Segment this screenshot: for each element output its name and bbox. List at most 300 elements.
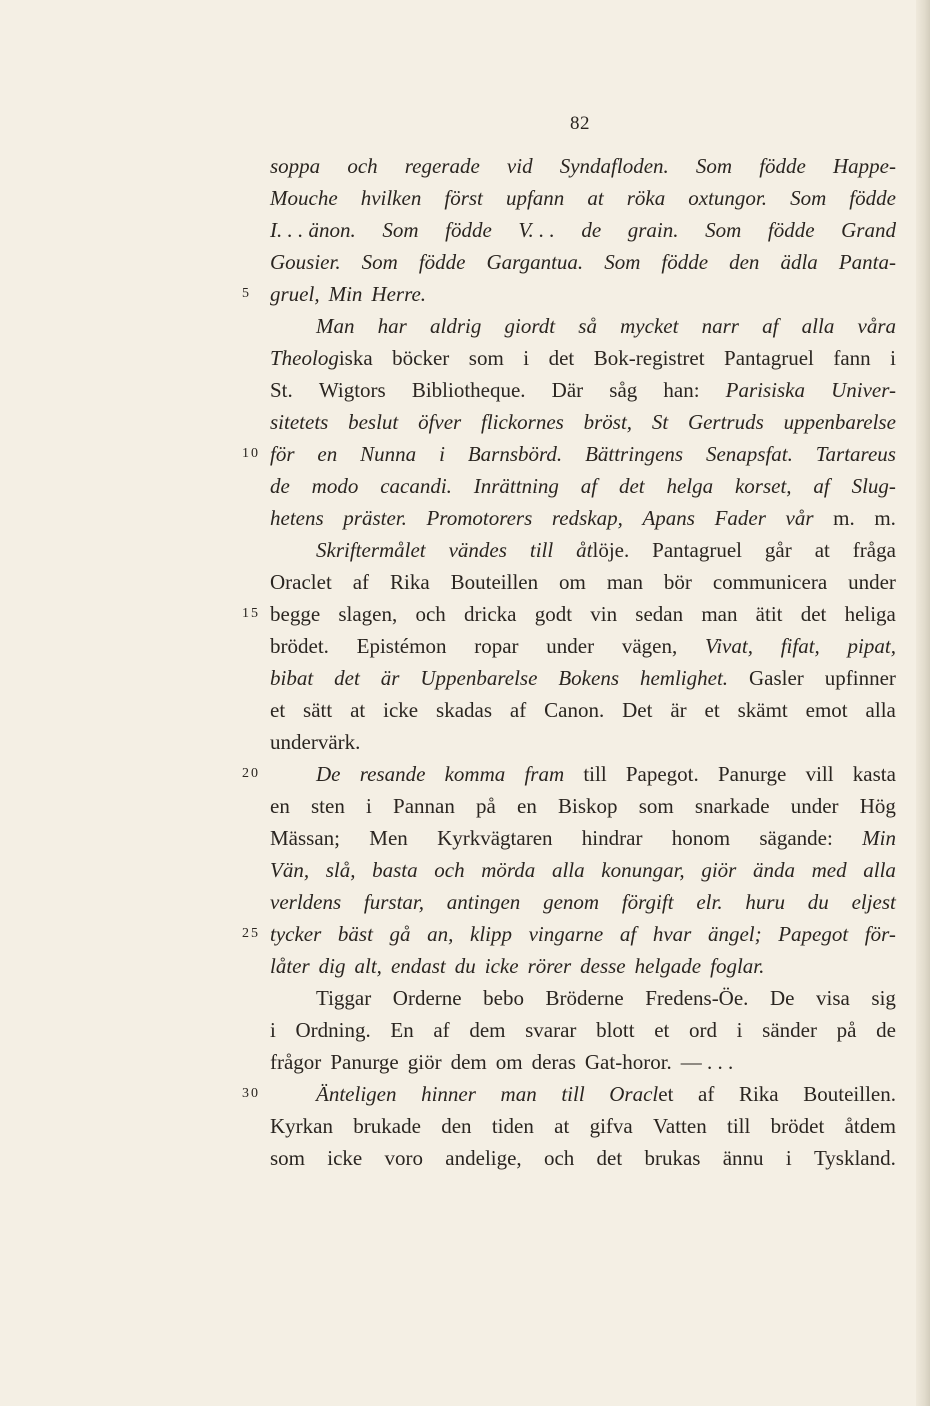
word: ännu <box>722 1146 764 1170</box>
word: det <box>334 666 360 690</box>
word: och <box>543 1146 575 1170</box>
word: brödet. <box>270 634 329 658</box>
word: åtdem <box>844 1114 896 1138</box>
word: Som <box>382 218 419 242</box>
word: är <box>670 698 687 722</box>
word: Papegot. <box>625 762 699 786</box>
word: vin <box>590 602 618 626</box>
word: i <box>270 1018 276 1042</box>
word: af <box>352 570 370 594</box>
word: alla <box>865 698 896 722</box>
word: emot <box>805 698 848 722</box>
word: communicera <box>712 570 828 594</box>
word: man <box>701 602 738 626</box>
word: i <box>439 442 445 466</box>
word: Inrättning <box>473 474 559 498</box>
word: ropar <box>474 634 519 658</box>
text-line <box>270 566 896 598</box>
word: Pantagruel <box>652 538 742 562</box>
word: antingen <box>446 890 521 914</box>
word: andelige, <box>445 1146 522 1170</box>
text-line <box>270 374 896 406</box>
word: — . . . <box>680 1050 734 1074</box>
text-line <box>270 726 896 758</box>
word: Mässan; <box>270 826 340 850</box>
word: vid <box>506 154 533 178</box>
word: hvilken <box>360 186 422 210</box>
word: furstar, <box>363 890 425 914</box>
word: upfinner <box>824 666 896 690</box>
word: tycker <box>270 922 322 946</box>
word: Bröderne <box>545 986 624 1010</box>
word: V. . . <box>518 218 555 242</box>
word: sätt <box>303 698 333 722</box>
page-number: 82 <box>570 113 590 134</box>
word: gå <box>389 922 411 946</box>
word: St <box>651 410 669 434</box>
word: Oraclet <box>609 1082 674 1106</box>
word: Panta- <box>838 250 896 274</box>
word: et <box>704 698 720 722</box>
word: Panurge <box>330 1050 399 1074</box>
word: Som <box>604 250 641 274</box>
word: Oraclet <box>270 570 332 594</box>
text-line <box>270 662 896 694</box>
word: skadas <box>436 698 493 722</box>
word: eljest <box>851 890 896 914</box>
word: endast <box>390 954 446 978</box>
word: först <box>444 186 483 210</box>
text-line <box>270 214 896 246</box>
word: i <box>890 346 896 370</box>
word: De <box>769 986 795 1010</box>
word: begge <box>270 602 321 626</box>
word: bäst <box>337 922 373 946</box>
word: med <box>811 858 847 882</box>
word: Bättringens <box>585 442 684 466</box>
word: at <box>587 186 604 210</box>
word: elr. <box>696 890 723 914</box>
word: gifva <box>589 1114 633 1138</box>
word: frågor <box>270 1050 322 1074</box>
word: af <box>813 474 830 498</box>
word: konungar, <box>601 858 685 882</box>
word: i <box>736 1018 743 1042</box>
word: Det <box>622 698 653 722</box>
word: dricka <box>464 602 517 626</box>
word: på <box>836 1018 857 1042</box>
word: Papegot <box>778 922 849 946</box>
word: uppenbarelse <box>783 410 896 434</box>
word: födde <box>849 186 896 210</box>
word: Man <box>316 314 355 338</box>
word: narr <box>701 314 739 338</box>
word: St. <box>270 378 293 402</box>
word: har <box>377 314 407 338</box>
word: våra <box>857 314 896 338</box>
word: slagen, <box>338 602 398 626</box>
word: Univer- <box>831 378 896 402</box>
word: till <box>561 1082 585 1106</box>
word: giordt <box>504 314 556 338</box>
word: sig <box>871 986 896 1010</box>
word: Rika <box>738 1082 779 1106</box>
word: kasta <box>852 762 896 786</box>
word: bibat <box>270 666 314 690</box>
word: Nunna <box>360 442 417 466</box>
word: pipat, <box>847 634 896 658</box>
text-line <box>270 1014 896 1046</box>
word: sedan <box>635 602 684 626</box>
word: alla <box>801 314 835 338</box>
word: heliga <box>844 602 896 626</box>
word: som <box>638 794 674 818</box>
word: en <box>270 794 290 818</box>
word: Promotorers <box>426 506 533 530</box>
word: Som <box>790 186 827 210</box>
word: giör <box>407 1050 442 1074</box>
word: godt <box>534 602 573 626</box>
word: Fredens-Öe. <box>645 986 749 1010</box>
text-line <box>242 918 896 950</box>
word: du <box>807 890 829 914</box>
word: Senapsfat. <box>705 442 793 466</box>
word: Änteligen <box>316 1082 397 1106</box>
word: En <box>390 1018 414 1042</box>
word: ädla <box>780 250 818 274</box>
text-line <box>270 950 896 982</box>
word: tiden <box>491 1114 534 1138</box>
word: De <box>316 762 341 786</box>
word: Tyskland. <box>813 1146 896 1170</box>
text-line <box>270 310 896 342</box>
word: de <box>581 218 602 242</box>
line-number: 15 <box>242 606 260 621</box>
word: fråga <box>852 538 896 562</box>
line-number: 25 <box>242 926 260 941</box>
word: af <box>619 922 637 946</box>
word: soppa <box>270 154 321 178</box>
text-line <box>270 630 896 662</box>
word: alla <box>863 858 896 882</box>
text-line <box>270 534 896 566</box>
word: Panurge <box>717 762 787 786</box>
word: icke <box>484 954 519 978</box>
word: låter <box>270 954 310 978</box>
word: så <box>578 314 597 338</box>
word: vår <box>785 506 814 530</box>
word: öfver <box>418 410 462 434</box>
word: brukade <box>353 1114 421 1138</box>
word: Tiggar <box>316 986 372 1010</box>
word: Fader <box>714 506 766 530</box>
word: Men <box>369 826 408 850</box>
word: Som <box>361 250 398 274</box>
text-line <box>270 1110 896 1142</box>
word: flickornes <box>481 410 564 434</box>
text-line <box>270 854 896 886</box>
word: Slug- <box>851 474 896 498</box>
word: redskap, <box>551 506 623 530</box>
word: undervärk. <box>270 730 361 754</box>
word: slå, <box>325 858 356 882</box>
word: går <box>764 538 792 562</box>
word: Min <box>328 282 363 306</box>
word: Ordning. <box>295 1018 371 1042</box>
word: om <box>559 570 586 594</box>
word: Bouteillen. <box>803 1082 896 1106</box>
word: Apans <box>642 506 695 530</box>
word: i <box>523 346 530 370</box>
word: modo <box>311 474 359 498</box>
word: Happe- <box>832 154 896 178</box>
word: visa <box>816 986 850 1010</box>
word: Bokens <box>558 666 620 690</box>
text-line <box>270 694 896 726</box>
word: vingarne <box>528 922 604 946</box>
text-line <box>242 598 896 630</box>
word: mycket <box>620 314 679 338</box>
word: basta <box>372 858 418 882</box>
word: af <box>580 474 598 498</box>
word: under <box>848 570 896 594</box>
word: den <box>729 250 760 274</box>
word: det <box>548 346 575 370</box>
word: du <box>454 954 476 978</box>
word: fann <box>833 346 871 370</box>
word: födde <box>759 154 806 178</box>
word: det <box>800 602 827 626</box>
word: Biskop <box>558 794 618 818</box>
word: cacandi. <box>380 474 452 498</box>
word: för- <box>864 922 896 946</box>
word: är <box>380 666 400 690</box>
word: af <box>762 314 779 338</box>
word: klipp <box>470 922 512 946</box>
word: helgade <box>634 954 702 978</box>
word: hvar <box>652 922 692 946</box>
word: verldens <box>270 890 342 914</box>
word: Kyrkvägtaren <box>437 826 553 850</box>
text-line <box>270 342 896 374</box>
word: fram <box>524 762 565 786</box>
word: Grand <box>841 218 896 242</box>
word: Min <box>862 826 896 850</box>
word: under <box>790 794 839 818</box>
word: och <box>415 602 446 626</box>
word: Bok-registret <box>593 346 705 370</box>
word: Som <box>695 154 733 178</box>
word: vändes <box>448 538 507 562</box>
body-text <box>242 150 896 1174</box>
word: beslut <box>348 410 399 434</box>
text-line <box>270 246 896 278</box>
word: åtlöje. <box>576 538 630 562</box>
word: Epistémon <box>356 634 447 658</box>
word: gruel, <box>270 282 320 306</box>
word: till <box>529 538 554 562</box>
word: dem <box>469 1018 506 1042</box>
word: i <box>785 1146 792 1170</box>
word: förgift <box>621 890 674 914</box>
word: födde <box>767 218 815 242</box>
word: Gat-horor. <box>584 1050 672 1074</box>
word: at <box>350 698 366 722</box>
word: på <box>476 794 496 818</box>
word: vill <box>805 762 834 786</box>
word: Syndafloden. <box>559 154 669 178</box>
word: Bouteillen <box>450 570 539 594</box>
line-number: 30 <box>242 1086 260 1101</box>
word: röka <box>626 186 666 210</box>
text-line <box>270 982 896 1014</box>
word: födde <box>418 250 466 274</box>
text-line <box>270 790 896 822</box>
word: Herre. <box>371 282 427 306</box>
word: födde <box>661 250 709 274</box>
word: icke <box>383 698 419 722</box>
word: Wigtors <box>318 378 386 402</box>
word: an, <box>427 922 454 946</box>
word: man <box>500 1082 537 1106</box>
word: huru <box>745 890 786 914</box>
word: Uppenbarelse <box>420 666 538 690</box>
word: man <box>606 570 643 594</box>
text-line <box>270 406 896 438</box>
word: brukas <box>644 1146 701 1170</box>
word: Gertruds <box>687 410 764 434</box>
word: hindrar <box>581 826 643 850</box>
word: deras <box>531 1050 576 1074</box>
word: böcker <box>392 346 450 370</box>
word: födde <box>445 218 492 242</box>
word: honom <box>671 826 731 850</box>
word: och <box>347 154 378 178</box>
word: I. . . änon. <box>270 218 356 242</box>
word: giör <box>701 858 737 882</box>
word: ända <box>752 858 795 882</box>
word: hetens <box>270 506 324 530</box>
word: et <box>654 1018 670 1042</box>
word: Vivat, <box>704 634 753 658</box>
word: resande <box>359 762 426 786</box>
word: vägen, <box>621 634 678 658</box>
word: det <box>596 1146 623 1170</box>
word: Canon. <box>544 698 605 722</box>
word: Kyrkan <box>270 1114 333 1138</box>
line-number: 20 <box>242 766 260 781</box>
word: Gasler <box>748 666 804 690</box>
line-number: 10 <box>242 446 260 461</box>
page-edge <box>916 0 930 1406</box>
word: Gousier. <box>270 250 341 274</box>
word: Theologiska <box>270 346 373 370</box>
text-line <box>270 470 896 502</box>
word: till <box>583 762 607 786</box>
word: icke <box>327 1146 363 1170</box>
text-line <box>270 150 896 182</box>
word: och <box>434 858 465 882</box>
word: sänder <box>762 1018 817 1042</box>
word: det <box>618 474 645 498</box>
word: Som <box>705 218 742 242</box>
word: i <box>366 794 372 818</box>
word: Rika <box>390 570 430 594</box>
word: Tartareus <box>815 442 896 466</box>
text-line <box>270 1046 896 1078</box>
word: sägande: <box>759 826 833 850</box>
word: bör <box>663 570 692 594</box>
word: regerade <box>404 154 480 178</box>
word: Där <box>551 378 584 402</box>
word: Parisiska <box>725 378 805 402</box>
word: hinner <box>421 1082 476 1106</box>
word: voro <box>384 1146 424 1170</box>
word: m. <box>833 506 855 530</box>
word: ätit <box>755 602 783 626</box>
text-line <box>242 438 896 470</box>
word: dem <box>450 1050 487 1074</box>
text-line <box>242 278 896 310</box>
word: Barnsbörd. <box>467 442 563 466</box>
word: dig <box>318 954 346 978</box>
word: brödet <box>770 1114 825 1138</box>
text-line <box>270 502 896 534</box>
word: at <box>814 538 830 562</box>
word: blott <box>596 1018 635 1042</box>
text-line <box>270 1142 896 1174</box>
word: som <box>270 1146 306 1170</box>
word: Bibliotheque. <box>411 378 526 402</box>
word: foglar. <box>710 954 765 978</box>
word: Pannan <box>393 794 455 818</box>
word: ängel; <box>707 922 762 946</box>
word: upfann <box>505 186 565 210</box>
word: at <box>554 1114 570 1138</box>
word: desse <box>580 954 626 978</box>
word: bröst, <box>583 410 633 434</box>
word: af <box>698 1082 715 1106</box>
word: fifat, <box>780 634 820 658</box>
word: rörer <box>527 954 572 978</box>
word: som <box>468 346 504 370</box>
word: Gargantua. <box>486 250 584 274</box>
word: den <box>441 1114 472 1138</box>
word: de <box>876 1018 896 1042</box>
word: aldrig <box>430 314 482 338</box>
word: grain. <box>627 218 679 242</box>
word: de <box>270 474 290 498</box>
word: korset, <box>734 474 792 498</box>
word: präster. <box>343 506 407 530</box>
word: ord <box>689 1018 718 1042</box>
word: svarar <box>525 1018 577 1042</box>
word: Orderne <box>392 986 462 1010</box>
text-line <box>242 1078 896 1110</box>
word: Vatten <box>653 1114 707 1138</box>
word: Pantagruel <box>724 346 814 370</box>
word: et <box>270 698 286 722</box>
word: en <box>517 794 537 818</box>
word: helga <box>666 474 714 498</box>
text-line <box>270 822 896 854</box>
word: under <box>546 634 595 658</box>
word: alla <box>551 858 585 882</box>
word: Mouche <box>270 186 338 210</box>
word: af <box>433 1018 450 1042</box>
text-line <box>270 182 896 214</box>
word: komma <box>444 762 506 786</box>
